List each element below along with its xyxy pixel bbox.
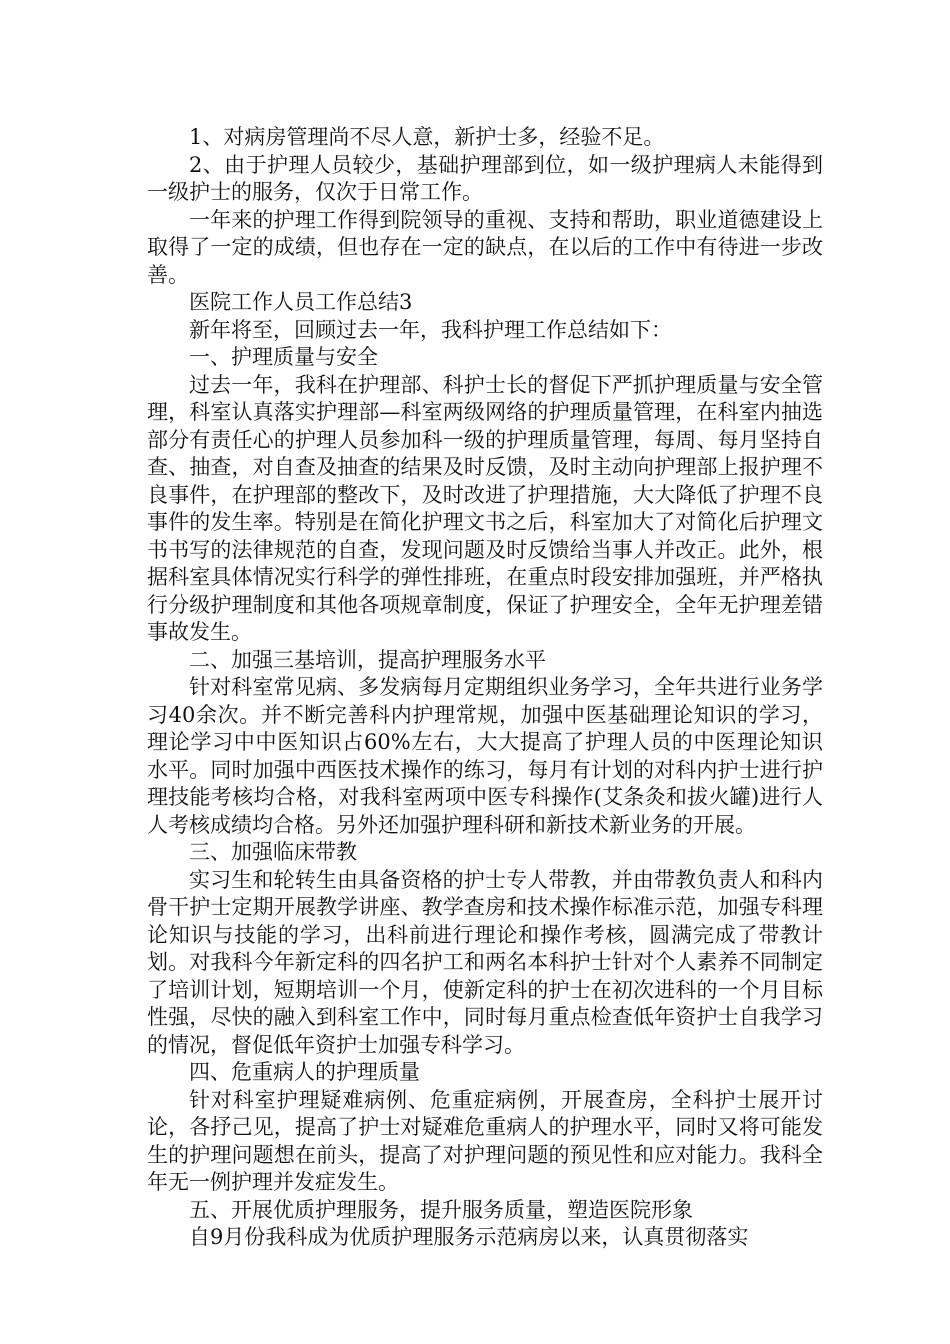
heading-training: 二、加强三基培训，提高护理服务水平 bbox=[189, 647, 546, 672]
paragraph-training: 针对科室常见病、多发病每月定期组织业务学习，全年共进行业务学习40余次。并不断完善科内护理常规，加强中医基础理论知识的学习，理论学习中中医知识占60%左右，大大提高了护理人员的中医理论知识水平。同时加强中西医技术操作的练习，每月有计划的对科内护士进行护理技能考核均合格，对我科室两项中医专科操作(艾条灸和拔火罐)进行人人考核成绩均合格。另外还加强护理科研和新技术新业务的开展。 bbox=[147, 675, 823, 837]
paragraph-quality-service: 自9月份我科成为优质护理服务示范病房以来，认真贯彻落实 bbox=[189, 1225, 749, 1249]
heading-critical-care: 四、危重病人的护理质量 bbox=[189, 1060, 420, 1084]
heading-quality-safety: 一、护理质量与安全 bbox=[189, 345, 378, 369]
heading-quality-service: 五、开展优质护理服务，提升服务质量，塑造医院形象 bbox=[189, 1197, 693, 1222]
paragraph-issue-2: 2、由于护理人员较少，基础护理部到位，如一级护理病人未能得到一级护士的服务，仅次于日常工作。 bbox=[147, 152, 823, 204]
document-body bbox=[147, 124, 823, 1252]
paragraph-quality-safety: 过去一年，我科在护理部、科护士长的督促下严抓护理质量与安全管理，科室认真落实护理部—科室两级网络的护理质量管理，在科室内抽选部分有责任心的护理人员参加科一级的护理质量管理，每周、每月坚持自查、抽查，对自查及抽查的结果及时反馈，及时主动向护理部上报护理不良事件，在护理部的整改下，及时改进了护理措施，大大降低了护理不良事件的发生率。特别是在简化护理文书之后，科室加大了对简化后护理文书书写的法律规范的自查，发现问题及时反馈给当事人并改正。此外，根据科室具体情况实行科学的弹性排班，在重点时段安排加强班，并严格执行分级护理制度和其他各项规章制度，保证了护理安全，全年无护理差错事故发生。 bbox=[147, 372, 823, 644]
paragraph-clinical-teaching: 实习生和轮转生由具备资格的护士专人带教，并由带教负责人和科内骨干护士定期开展教学讲座、教学查房和技术操作标准示范，加强专科理论知识与技能的学习，出科前进行理论和操作考核，圆满完成了带教计划。对我科今年新定科的四名护工和两名本科护士针对个人素养不同制定了培训计划，短期培训一个月，使新定科的护士在初次进科的一个月目标性强，尽快的融入到科室工作中，同时每月重点检查低年资护士自我学习的情况，督促低年资护士加强专科学习。 bbox=[147, 867, 823, 1057]
heading-clinical-teaching: 三、加强临床带教 bbox=[189, 840, 357, 864]
paragraph-year-summary: 一年来的护理工作得到院领导的重视、支持和帮助，职业道德建设上取得了一定的成绩，但也存在一定的缺点，在以后的工作中有待进一步改善。 bbox=[147, 207, 823, 287]
document-section-title: 医院工作人员工作总结3 bbox=[189, 290, 413, 314]
paragraph-intro: 新年将至，回顾过去一年，我科护理工作总结如下： bbox=[189, 317, 672, 342]
paragraph-issue-1: 1、对病房管理尚不尽人意，新护士多，经验不足。 bbox=[189, 125, 665, 149]
paragraph-critical-care: 针对科室护理疑难病例、危重症病例，开展查房，全科护士展开讨论，各抒己见，提高了护士对疑难危重病人的护理水平，同时又将可能发生的护理问题想在前头，提高了对护理问题的预见性和应对能力。我科全年无一例护理并发症发生。 bbox=[147, 1087, 823, 1194]
